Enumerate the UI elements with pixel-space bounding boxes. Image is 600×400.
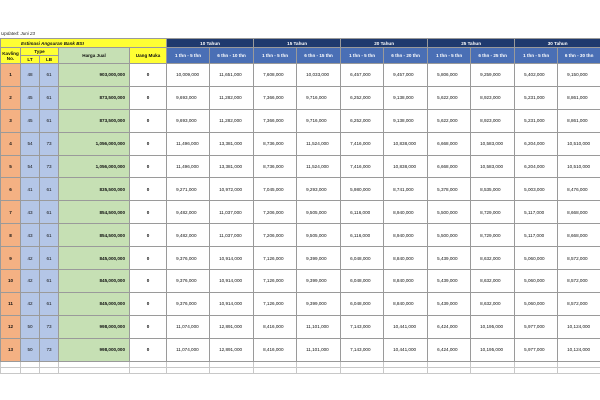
price-cell: 1,056,000,000 xyxy=(59,155,130,178)
installment-cell: 8,940,000 xyxy=(384,224,428,247)
installment-cell: 5,500,000 xyxy=(428,224,471,247)
table-row xyxy=(1,178,600,201)
price-cell: 845,000,000 xyxy=(59,292,130,315)
installment-cell: 8,572,000 xyxy=(558,270,600,293)
empty-cell xyxy=(341,367,384,373)
down-payment-cell: 0 xyxy=(130,224,167,247)
installment-cell: 6,252,000 xyxy=(341,109,384,132)
installment-cell: 5,622,000 xyxy=(428,109,471,132)
down-payment-cell: 0 xyxy=(130,64,167,87)
installment-cell: 5,117,000 xyxy=(515,201,558,224)
empty-row xyxy=(1,367,600,373)
lt-header: LT xyxy=(21,56,40,64)
installment-cell: 8,940,000 xyxy=(384,201,428,224)
installment-cell: 7,416,000 xyxy=(341,155,384,178)
kavling-number-cell: 7 xyxy=(1,201,21,224)
table-row xyxy=(1,132,600,155)
lt-cell: 54 xyxy=(21,155,40,178)
tenor-header: 10 Tahun xyxy=(167,39,254,48)
table-row xyxy=(1,109,600,132)
installment-cell: 9,138,000 xyxy=(384,86,428,109)
down-payment-cell: 0 xyxy=(130,338,167,361)
installment-cell: 10,914,000 xyxy=(210,247,254,270)
installment-cell: 11,282,000 xyxy=(210,86,254,109)
price-cell: 835,500,000 xyxy=(59,178,130,201)
installment-cell: 11,651,000 xyxy=(210,64,254,87)
installment-cell: 6,457,000 xyxy=(341,64,384,87)
table-row xyxy=(1,247,600,270)
lt-cell: 42 xyxy=(21,270,40,293)
price-cell: 1,056,000,000 xyxy=(59,132,130,155)
installment-cell: 6,048,000 xyxy=(341,247,384,270)
installment-cell: 9,376,000 xyxy=(167,270,210,293)
down-payment-cell: 0 xyxy=(130,201,167,224)
kavling-number-cell: 3 xyxy=(1,109,21,132)
installment-cell: 10,583,000 xyxy=(471,132,515,155)
harga-jual-header: Harga Jual xyxy=(59,48,130,64)
installment-cell: 11,496,000 xyxy=(167,155,210,178)
installment-cell: 8,572,000 xyxy=(558,247,600,270)
installment-cell: 6,424,000 xyxy=(428,315,471,338)
installment-cell: 7,366,000 xyxy=(254,86,297,109)
installment-cell: 9,271,000 xyxy=(167,178,210,201)
empty-cell xyxy=(297,367,341,373)
installment-cell: 8,668,000 xyxy=(558,201,600,224)
installment-cell: 8,572,000 xyxy=(558,292,600,315)
installment-cell: 6,668,000 xyxy=(428,155,471,178)
kavling-number-cell: 2 xyxy=(1,86,21,109)
installment-cell: 6,204,000 xyxy=(515,132,558,155)
installment-cell: 10,838,000 xyxy=(384,155,428,178)
installment-cell: 5,117,000 xyxy=(515,224,558,247)
installment-cell: 5,439,000 xyxy=(428,247,471,270)
installment-cell: 10,972,000 xyxy=(210,178,254,201)
installment-cell: 9,138,000 xyxy=(384,109,428,132)
lb-cell: 73 xyxy=(40,155,59,178)
period-header: 1 thn - 5 thn xyxy=(515,48,558,64)
table-row xyxy=(1,315,600,338)
installment-cell: 10,195,000 xyxy=(471,338,515,361)
installment-cell: 7,416,000 xyxy=(341,132,384,155)
installment-cell: 7,143,000 xyxy=(341,338,384,361)
lt-cell: 54 xyxy=(21,132,40,155)
table-title: Estimasi Angsuran Bank BSI xyxy=(1,39,167,48)
empty-cell xyxy=(471,367,515,373)
kavling-number-cell: 4 xyxy=(1,132,21,155)
kavling-number-cell: 12 xyxy=(1,315,21,338)
lt-cell: 43 xyxy=(21,201,40,224)
lt-cell: 42 xyxy=(21,292,40,315)
installment-cell: 6,668,000 xyxy=(428,132,471,155)
empty-cell xyxy=(558,367,600,373)
empty-cell xyxy=(21,367,40,373)
installment-cell: 8,729,000 xyxy=(471,201,515,224)
installment-cell: 11,524,000 xyxy=(297,132,341,155)
table-row xyxy=(1,155,600,178)
installment-cell: 5,060,000 xyxy=(515,292,558,315)
period-header: 1 thn - 5 thn xyxy=(341,48,384,64)
kavling-number-cell: 13 xyxy=(1,338,21,361)
installment-cell: 12,891,000 xyxy=(210,338,254,361)
installment-cell: 5,806,000 xyxy=(428,64,471,87)
table-row xyxy=(1,64,600,87)
kavling-number-cell: 9 xyxy=(1,247,21,270)
installment-cell: 9,259,000 xyxy=(471,64,515,87)
period-header: 1 thn - 5 thn xyxy=(428,48,471,64)
kavling-number-cell: 5 xyxy=(1,155,21,178)
installment-cell: 5,402,000 xyxy=(515,64,558,87)
lt-cell: 45 xyxy=(21,86,40,109)
down-payment-cell: 0 xyxy=(130,315,167,338)
installment-cell: 9,693,000 xyxy=(167,86,210,109)
period-header: 6 thn - 25 thn xyxy=(471,48,515,64)
installment-cell: 8,840,000 xyxy=(384,270,428,293)
down-payment-cell: 0 xyxy=(130,155,167,178)
lt-cell: 43 xyxy=(21,224,40,247)
lb-cell: 61 xyxy=(40,86,59,109)
installment-cell: 9,376,000 xyxy=(167,247,210,270)
lt-cell: 50 xyxy=(21,338,40,361)
table-row xyxy=(1,224,600,247)
price-cell: 903,000,000 xyxy=(59,64,130,87)
lb-cell: 61 xyxy=(40,247,59,270)
header-row-labels xyxy=(1,48,600,56)
installment-cell: 8,416,000 xyxy=(254,315,297,338)
installment-cell: 11,101,000 xyxy=(297,338,341,361)
lb-cell: 73 xyxy=(40,132,59,155)
empty-cell xyxy=(210,367,254,373)
installment-cell: 6,116,000 xyxy=(341,224,384,247)
installment-cell: 10,441,000 xyxy=(384,315,428,338)
period-header: 6 thn - 15 thn xyxy=(297,48,341,64)
table-row xyxy=(1,201,600,224)
installment-cell: 8,741,000 xyxy=(384,178,428,201)
no-header-label: No. xyxy=(6,55,15,61)
installment-cell: 7,143,000 xyxy=(341,315,384,338)
table-row xyxy=(1,292,600,315)
installment-cell: 5,622,000 xyxy=(428,86,471,109)
lb-cell: 61 xyxy=(40,224,59,247)
tenor-header: 15 Tahun xyxy=(254,39,341,48)
empty-cell xyxy=(59,367,130,373)
price-cell: 998,000,000 xyxy=(59,338,130,361)
tenor-header: 20 Tahun xyxy=(341,39,428,48)
header-row-title xyxy=(1,39,600,48)
installment-cell: 7,206,000 xyxy=(254,201,297,224)
lb-cell: 61 xyxy=(40,201,59,224)
installment-cell: 7,126,000 xyxy=(254,270,297,293)
period-header: 6 thn - 20 thn xyxy=(384,48,428,64)
installment-cell: 8,632,000 xyxy=(471,270,515,293)
installment-cell: 8,736,000 xyxy=(254,155,297,178)
kavling-number-cell: 10 xyxy=(1,270,21,293)
table-row xyxy=(1,338,600,361)
kavling-number-cell: 1 xyxy=(1,64,21,87)
lt-cell: 45 xyxy=(21,109,40,132)
installment-cell: 8,476,000 xyxy=(558,178,600,201)
installment-cell: 7,126,000 xyxy=(254,247,297,270)
installment-cell: 8,632,000 xyxy=(471,292,515,315)
installment-cell: 8,861,000 xyxy=(558,86,600,109)
installment-cell: 8,632,000 xyxy=(471,247,515,270)
installment-cell: 5,977,000 xyxy=(515,338,558,361)
period-header: 6 thn - 30 thn xyxy=(558,48,600,64)
installment-cell: 9,482,000 xyxy=(167,201,210,224)
empty-cell xyxy=(167,367,210,373)
lt-cell: 50 xyxy=(21,315,40,338)
installment-cell: 8,416,000 xyxy=(254,338,297,361)
installment-cell: 6,252,000 xyxy=(341,86,384,109)
lb-cell: 61 xyxy=(40,292,59,315)
installment-cell: 9,150,000 xyxy=(558,64,600,87)
price-cell: 998,000,000 xyxy=(59,315,130,338)
installment-cell: 6,424,000 xyxy=(428,338,471,361)
installment-cell: 10,124,000 xyxy=(558,338,600,361)
installment-cell: 9,293,000 xyxy=(297,178,341,201)
installment-cell: 8,729,000 xyxy=(471,224,515,247)
installment-cell: 9,482,000 xyxy=(167,224,210,247)
installment-cell: 9,505,000 xyxy=(297,224,341,247)
lb-cell: 61 xyxy=(40,270,59,293)
empty-cell xyxy=(428,367,471,373)
type-header: Type xyxy=(21,48,59,56)
installment-cell: 7,045,000 xyxy=(254,178,297,201)
installment-cell: 10,009,000 xyxy=(167,64,210,87)
installment-cell: 11,037,000 xyxy=(210,224,254,247)
installment-cell: 9,716,000 xyxy=(297,109,341,132)
installment-cell: 5,060,000 xyxy=(515,247,558,270)
installment-cell: 9,399,000 xyxy=(297,247,341,270)
tenor-header: 25 Tahun xyxy=(428,39,515,48)
lb-cell: 61 xyxy=(40,178,59,201)
installment-cell: 8,668,000 xyxy=(558,224,600,247)
installment-cell: 5,500,000 xyxy=(428,201,471,224)
installment-cell: 7,366,000 xyxy=(254,109,297,132)
price-cell: 845,000,000 xyxy=(59,247,130,270)
installment-cell: 6,048,000 xyxy=(341,292,384,315)
installment-cell: 7,206,000 xyxy=(254,224,297,247)
period-header: 6 thn - 10 thn xyxy=(210,48,254,64)
installment-cell: 5,439,000 xyxy=(428,270,471,293)
installment-cell: 5,003,000 xyxy=(515,178,558,201)
installment-cell: 9,693,000 xyxy=(167,109,210,132)
kavling-number-cell: 11 xyxy=(1,292,21,315)
down-payment-cell: 0 xyxy=(130,270,167,293)
installment-cell: 13,381,000 xyxy=(210,155,254,178)
down-payment-cell: 0 xyxy=(130,86,167,109)
installment-cell: 11,524,000 xyxy=(297,155,341,178)
lt-cell: 42 xyxy=(21,247,40,270)
installment-cell: 11,496,000 xyxy=(167,132,210,155)
down-payment-cell: 0 xyxy=(130,109,167,132)
down-payment-cell: 0 xyxy=(130,132,167,155)
installment-cell: 10,124,000 xyxy=(558,315,600,338)
empty-cell xyxy=(130,367,167,373)
empty-cell xyxy=(384,367,428,373)
kavling-header xyxy=(1,48,21,64)
installment-cell: 9,457,000 xyxy=(384,64,428,87)
table-row xyxy=(1,270,600,293)
kavling-number-cell: 6 xyxy=(1,178,21,201)
installment-cell: 5,439,000 xyxy=(428,292,471,315)
lb-header: LB xyxy=(40,56,59,64)
price-cell: 845,000,000 xyxy=(59,270,130,293)
lb-cell: 61 xyxy=(40,64,59,87)
empty-cell xyxy=(515,367,558,373)
installment-cell: 7,608,000 xyxy=(254,64,297,87)
tenor-header: 30 Tahun xyxy=(515,39,600,48)
kavling-header-label: Kavling xyxy=(2,50,19,56)
installment-cell: 10,033,000 xyxy=(297,64,341,87)
installment-cell: 9,716,000 xyxy=(297,86,341,109)
installment-cell: 8,535,000 xyxy=(471,178,515,201)
installment-cell: 10,510,000 xyxy=(558,155,600,178)
period-header: 1 thn - 5 thn xyxy=(254,48,297,64)
price-cell: 873,500,000 xyxy=(59,109,130,132)
installment-cell: 13,381,000 xyxy=(210,132,254,155)
down-payment-cell: 0 xyxy=(130,178,167,201)
lt-cell: 48 xyxy=(21,64,40,87)
installment-cell: 11,282,000 xyxy=(210,109,254,132)
installment-cell: 5,980,000 xyxy=(341,178,384,201)
installment-cell: 8,840,000 xyxy=(384,247,428,270)
empty-cell xyxy=(1,367,21,373)
installment-cell: 6,204,000 xyxy=(515,155,558,178)
lb-cell: 61 xyxy=(40,109,59,132)
installment-cell: 5,977,000 xyxy=(515,315,558,338)
lb-cell: 73 xyxy=(40,315,59,338)
installment-table xyxy=(0,38,600,374)
installment-cell: 7,126,000 xyxy=(254,292,297,315)
installment-cell: 10,195,000 xyxy=(471,315,515,338)
down-payment-cell: 0 xyxy=(130,292,167,315)
installment-cell: 9,399,000 xyxy=(297,270,341,293)
installment-cell: 5,231,000 xyxy=(515,86,558,109)
period-header: 1 thn - 5 thn xyxy=(167,48,210,64)
price-cell: 873,500,000 xyxy=(59,86,130,109)
installment-cell: 12,891,000 xyxy=(210,315,254,338)
installment-cell: 9,505,000 xyxy=(297,201,341,224)
installment-cell: 10,510,000 xyxy=(558,132,600,155)
table-body xyxy=(1,64,600,374)
updated-note: Updated: Juni 23 xyxy=(1,31,36,36)
installment-cell: 5,231,000 xyxy=(515,109,558,132)
installment-cell: 11,074,000 xyxy=(167,315,210,338)
installment-cell: 8,923,000 xyxy=(471,109,515,132)
installment-cell: 8,861,000 xyxy=(558,109,600,132)
uang-muka-header: Uang Muka xyxy=(130,48,167,64)
installment-cell: 5,378,000 xyxy=(428,178,471,201)
installment-cell: 10,583,000 xyxy=(471,155,515,178)
installment-cell: 6,048,000 xyxy=(341,270,384,293)
installment-cell: 10,914,000 xyxy=(210,292,254,315)
empty-cell xyxy=(254,367,297,373)
installment-cell: 9,376,000 xyxy=(167,292,210,315)
installment-cell: 6,116,000 xyxy=(341,201,384,224)
kavling-number-cell: 8 xyxy=(1,224,21,247)
lb-cell: 73 xyxy=(40,338,59,361)
installment-cell: 5,060,000 xyxy=(515,270,558,293)
down-payment-cell: 0 xyxy=(130,247,167,270)
installment-cell: 10,441,000 xyxy=(384,338,428,361)
installment-cell: 11,101,000 xyxy=(297,315,341,338)
installment-cell: 8,736,000 xyxy=(254,132,297,155)
installment-cell: 11,074,000 xyxy=(167,338,210,361)
installment-cell: 8,923,000 xyxy=(471,86,515,109)
installment-cell: 10,838,000 xyxy=(384,132,428,155)
price-cell: 854,500,000 xyxy=(59,224,130,247)
price-cell: 854,500,000 xyxy=(59,201,130,224)
empty-cell xyxy=(40,367,59,373)
installment-cell: 8,840,000 xyxy=(384,292,428,315)
installment-cell: 10,914,000 xyxy=(210,270,254,293)
installment-cell: 11,037,000 xyxy=(210,201,254,224)
table-row xyxy=(1,86,600,109)
installment-cell: 9,399,000 xyxy=(297,292,341,315)
lt-cell: 41 xyxy=(21,178,40,201)
